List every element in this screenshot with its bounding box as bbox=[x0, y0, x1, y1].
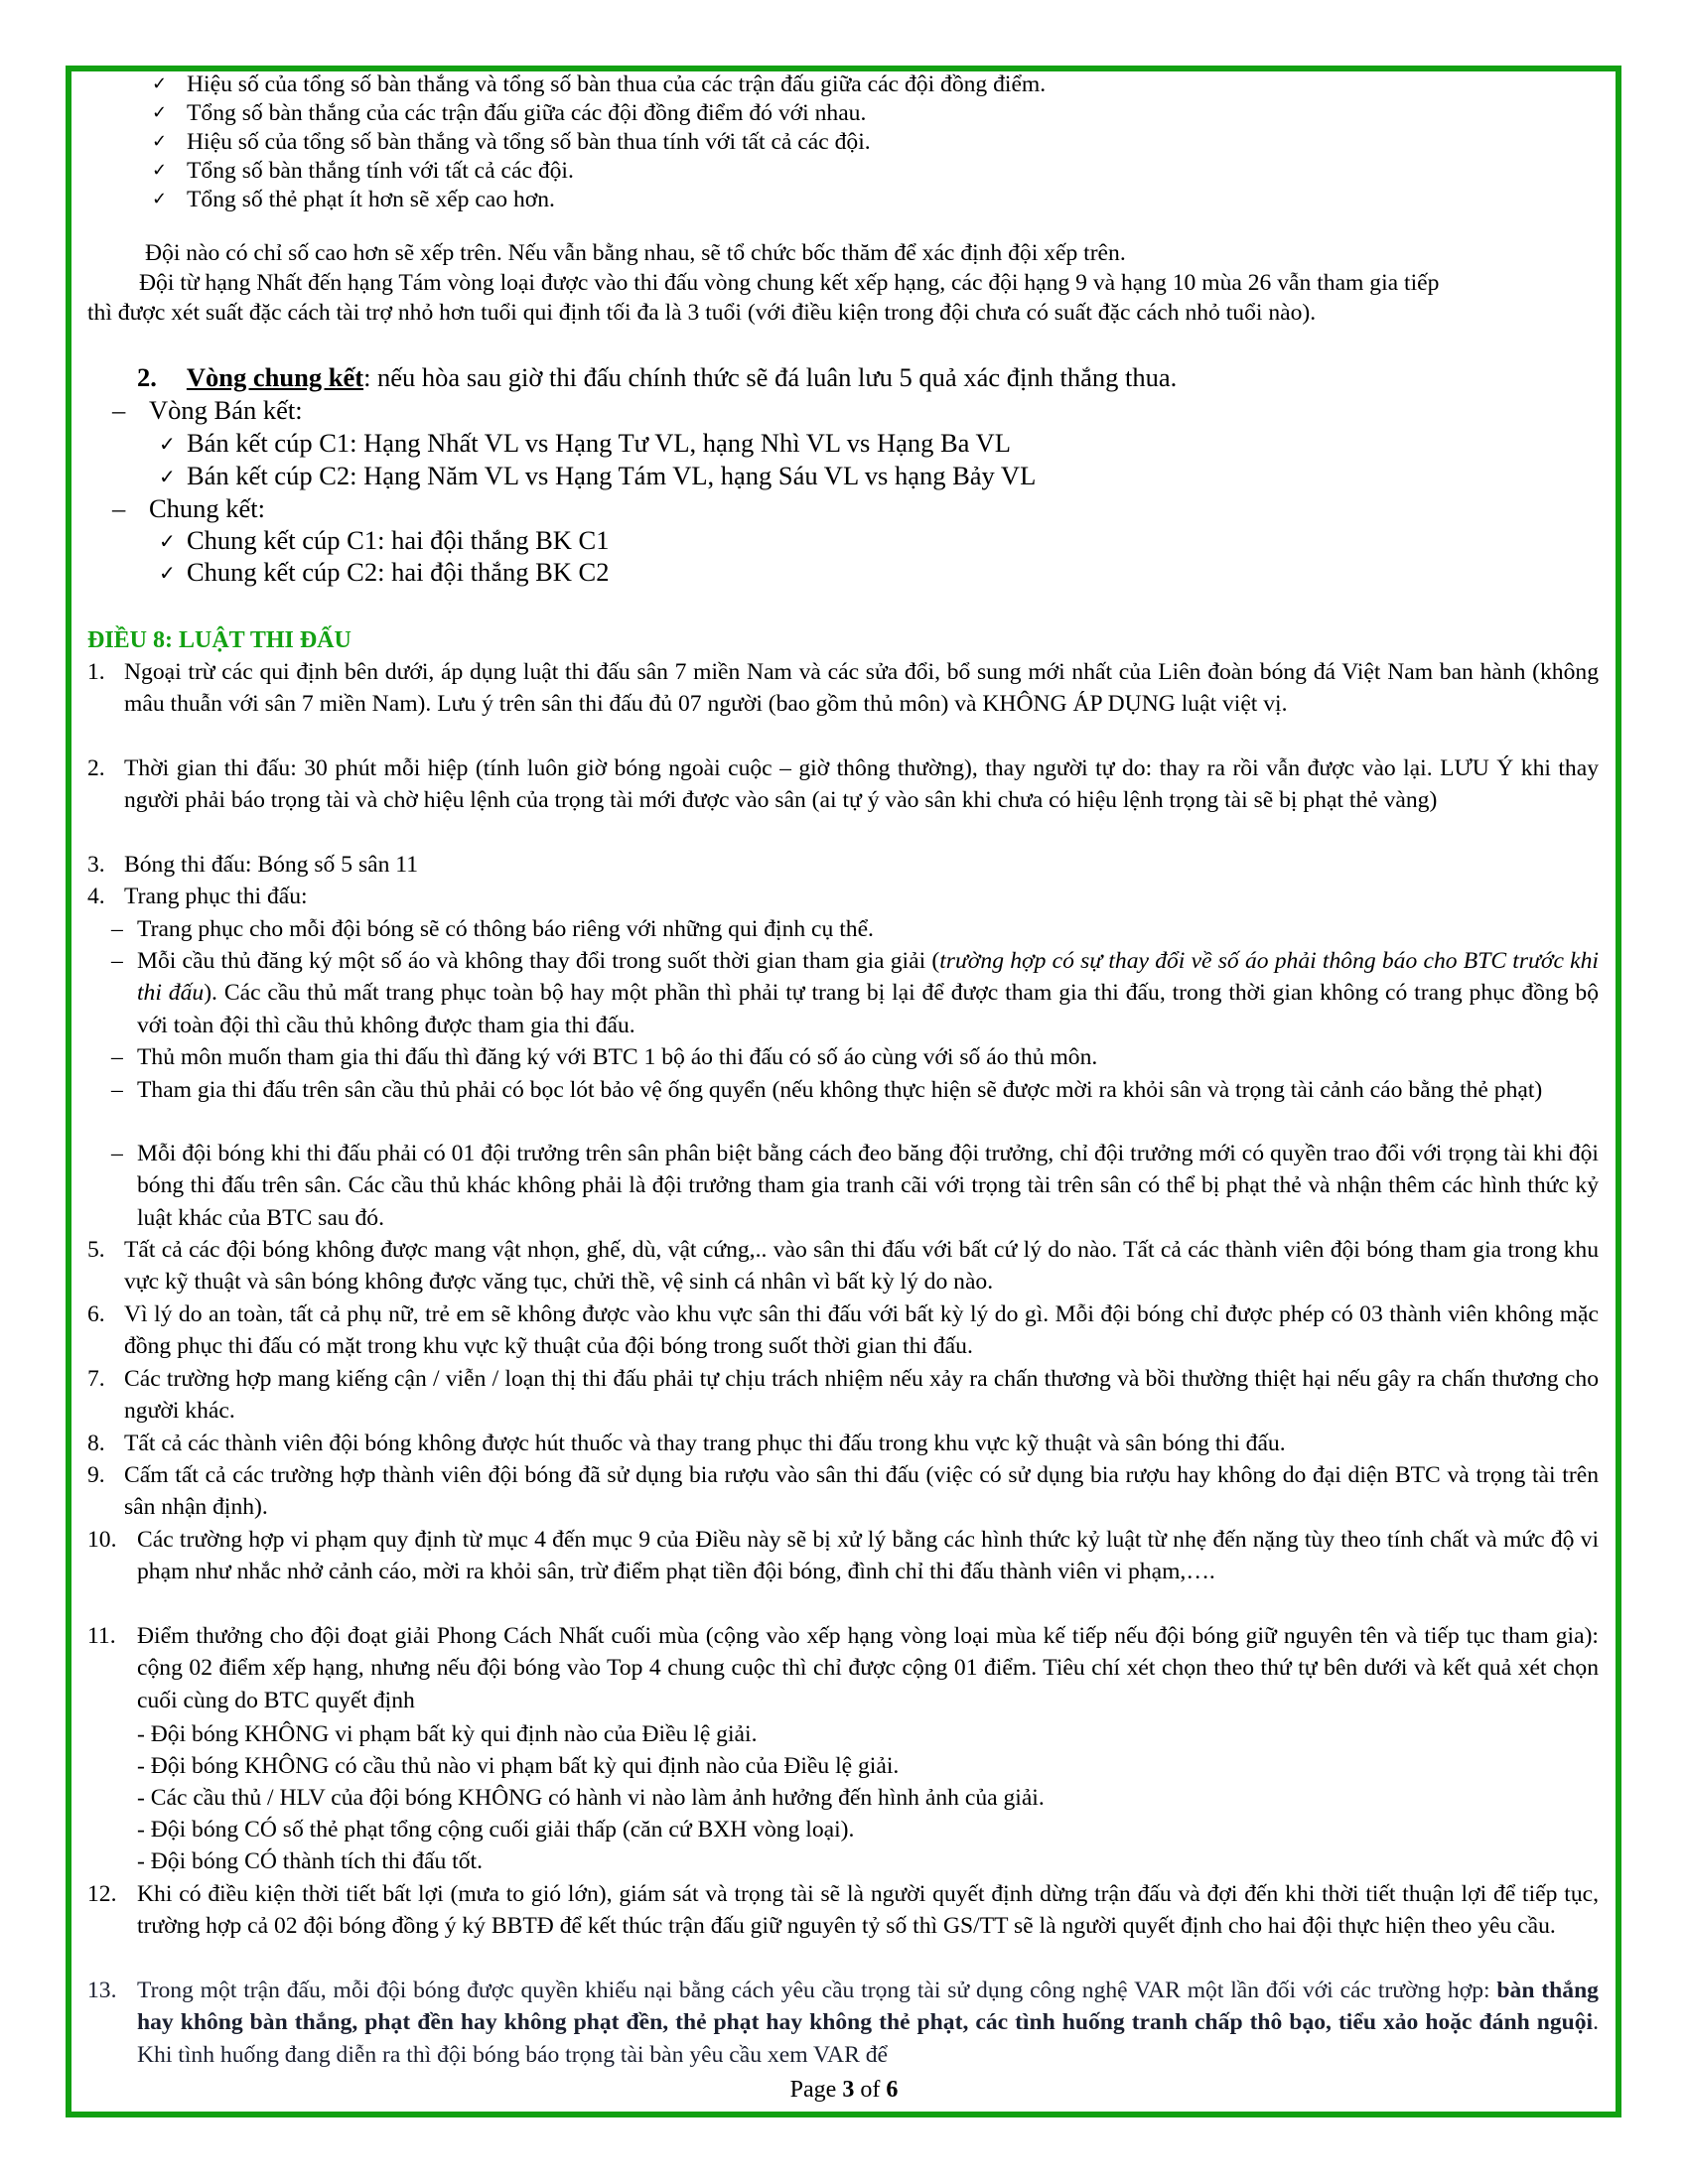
check-icon: ✓ bbox=[159, 529, 176, 553]
tiebreak-item: Tổng số bàn thắng của các trận đấu giữa các đội đồng điểm đó với nhau. bbox=[187, 100, 867, 126]
article-8-heading: ĐIỀU 8: LUẬT THI ĐẤU bbox=[87, 627, 352, 653]
page-of-label: of bbox=[860, 2077, 881, 2103]
dash-marker: – bbox=[111, 1044, 123, 1070]
rule-3: Bóng thi đấu: Bóng số 5 sân 11 bbox=[124, 852, 419, 878]
final-round-title: Vòng chung kết bbox=[186, 362, 364, 392]
rule-13 bbox=[137, 1975, 1599, 2071]
check-icon: ✓ bbox=[152, 189, 168, 209]
rule-10: Các trường hợp vi phạm quy định từ mục 4 đến mục 9 của Điều này sẽ bị xử lý bằng các hình thức kỷ luật từ nhẹ đến nặng tùy theo tính chất và mức độ vi phạm như nhắc nhở cảnh cáo, mời ra khỏi sân, trừ điểm phạt tiền đội bóng, đình chỉ thi đấu thành viên vi phạm,…. bbox=[137, 1527, 1599, 1585]
rule-8: Tất cả các thành viên đội bóng không được hút thuốc và thay trang phục thi đấu trong khu vực kỹ thuật và sân bóng thi đấu. bbox=[124, 1431, 1286, 1456]
final-round-heading bbox=[137, 362, 1177, 392]
semifinal-item: Bán kết cúp C1: Hạng Nhất VL vs Hạng Tư VL, hạng Nhì VL vs Hạng Ba VL bbox=[187, 428, 1011, 458]
final-round-number: 2. bbox=[137, 362, 157, 392]
uniform-item-text: Mỗi cầu thủ đăng ký một số áo và không thay đổi trong suốt thời gian tham gia giải ( bbox=[137, 948, 940, 974]
uniform-item: Thủ môn muốn tham gia thi đấu thì đăng ký với BTC 1 bộ áo thi đấu có số áo cùng với số áo thủ môn. bbox=[137, 1044, 1098, 1070]
style-award-criterion: - Đội bóng KHÔNG vi phạm bất kỳ qui định nào của Điều lệ giải. bbox=[137, 1721, 758, 1747]
style-award-criterion: - Đội bóng CÓ thành tích thi đấu tốt. bbox=[137, 1848, 483, 1874]
uniform-item: Mỗi đội bóng khi thi đấu phải có 01 đội trưởng trên sân phân biệt bằng cách đeo băng đội trưởng, chỉ đội trưởng mới có quyền trao đổi với trọng tài khi đội bóng thi đấu trên sân. Các cầu thủ khác không phải là đội trưởng tham gia tranh cãi với trọng tài trên sân có thể bị phạt thẻ và nhận thêm các hình thức kỷ luật khác của BTC sau đó. bbox=[137, 1141, 1599, 1231]
dash-marker: – bbox=[112, 493, 126, 523]
check-icon: ✓ bbox=[152, 102, 168, 123]
rule-13-text: Trong một trận đấu, mỗi đội bóng được quyền khiếu nại bằng cách yêu cầu trọng tài sử dụng công nghệ VAR một lần đối với các trường hợp: bbox=[137, 1978, 1497, 2003]
rule-13-text: . Khi tình huống đang diễn ra thì đội bóng báo trọng tài bàn yêu cầu xem VAR để bbox=[137, 2009, 1599, 2068]
rule-number: 7. bbox=[87, 1366, 105, 1392]
rule-number: 6. bbox=[87, 1301, 105, 1327]
paragraph-qualification: Đội từ hạng Nhất đến hạng Tám vòng loại được vào thi đấu vòng chung kết xếp hạng, các đội hạng 9 và hạng 10 mùa 26 vẫn tham gia tiếp bbox=[139, 270, 1440, 296]
uniform-item bbox=[137, 945, 1599, 1041]
uniform-item: Tham gia thi đấu trên sân cầu thủ phải có bọc lót bảo vệ ống quyển (nếu không thực hiện sẽ được mời ra khỏi sân và trọng tài cảnh cáo bằng thẻ phạt) bbox=[137, 1077, 1543, 1103]
page-footer bbox=[0, 2075, 1688, 2105]
rule-13-var-cases: bàn thắng hay không bàn thắng, phạt đền hay không phạt đền, thẻ phạt hay không thẻ phạt, các tình huống tranh chấp thô bạo, tiểu xảo hoặc đánh nguội bbox=[137, 1978, 1599, 2036]
dash-marker: – bbox=[111, 916, 123, 942]
final-round-description: : nếu hòa sau giờ thi đấu chính thức sẽ đá luân lưu 5 quả xác định thắng thua. bbox=[363, 362, 1178, 392]
dash-marker: – bbox=[112, 395, 126, 425]
rule-number: 5. bbox=[87, 1237, 105, 1263]
final-item: Chung kết cúp C1: hai đội thắng BK C1 bbox=[187, 525, 610, 555]
tiebreak-item: Hiệu số của tổng số bàn thắng và tổng số bàn thua của các trận đấu giữa các đội đồng điểm. bbox=[187, 71, 1047, 97]
dash-marker: – bbox=[111, 1077, 123, 1103]
uniform-item: Trang phục cho mỗi đội bóng sẽ có thông báo riêng với những qui định cụ thể. bbox=[137, 916, 874, 942]
uniform-item-text: ). Các cầu thủ mất trang phục toàn bộ hay một phần thì phải tự trang bị lại để được tham gia thi đấu, trong thời gian không có trang phục đồng bộ với toàn đội thì cầu thủ không được tham gia thi đấu. bbox=[137, 980, 1599, 1038]
style-award-criterion: - Các cầu thủ / HLV của đội bóng KHÔNG có hành vi nào làm ảnh hưởng đến hình ảnh của giải. bbox=[137, 1785, 1045, 1811]
style-award-criterion: - Đội bóng KHÔNG có cầu thủ nào vi phạm bất kỳ qui định nào của Điều lệ giải. bbox=[137, 1753, 900, 1779]
rule-number: 4. bbox=[87, 884, 105, 909]
rule-number: 12. bbox=[87, 1881, 117, 1907]
final-item: Chung kết cúp C2: hai đội thắng BK C2 bbox=[187, 557, 610, 587]
rule-1: Ngoại trừ các qui định bên dưới, áp dụng luật thi đấu sân 7 miền Nam và các sửa đổi, bổ sung mới nhất của Liên đoàn bóng đá Việt Nam ban hành (không mâu thuẫn với sân 7 miền Nam). Lưu ý trên sân thi đấu đủ 07 người (bao gồm thủ môn) và KHÔNG ÁP DỤNG luật việt vị. bbox=[124, 659, 1599, 718]
tiebreak-item: Hiệu số của tổng số bàn thắng và tổng số bàn thua tính với tất cả các đội. bbox=[187, 129, 871, 155]
rule-5: Tất cả các đội bóng không được mang vật nhọn, ghế, dù, vật cứng,.. vào sân thi đấu với bất cứ lý do nào. Tất cả các thành viên đội bóng tham gia trong khu vực kỹ thuật và sân bóng không được văng tục, chửi thề, vệ sinh cá nhân vì bất kỳ lý do nào. bbox=[124, 1237, 1599, 1296]
final-label: Chung kết: bbox=[149, 493, 266, 523]
paragraph-tiebreak-draw: Đội nào có chỉ số cao hơn sẽ xếp trên. Nếu vẫn bằng nhau, sẽ tổ chức bốc thăm để xác định đội xếp trên. bbox=[145, 240, 1126, 266]
check-icon: ✓ bbox=[159, 561, 176, 585]
uniform-item-italic-note: trường hợp có sự thay đổi về số áo phải thông báo cho BTC trước khi thi đấu bbox=[137, 948, 1599, 1007]
rule-12: Khi có điều kiện thời tiết bất lợi (mưa to gió lớn), giám sát và trọng tài sẽ là người quyết định dừng trận đấu và đợi đến khi thời tiết thuận lợi để tiếp tục, trường hợp cả 02 đội bóng đồng ý ký BBTĐ để kết thúc trận đấu giữ nguyên tỷ số thì GS/TT sẽ là người quyết định cho hai đội thực hiện theo yêu cầu. bbox=[137, 1881, 1599, 1940]
tiebreak-item: Tổng số thẻ phạt ít hơn sẽ xếp cao hơn. bbox=[187, 187, 555, 212]
rule-2: Thời gian thi đấu: 30 phút mỗi hiệp (tính luôn giờ bóng ngoài cuộc – giờ thông thường), thay người tự do: thay ra rồi vẫn được vào lại. LƯU Ý khi thay người phải báo trọng tài và chờ hiệu lệnh của trọng tài mới được vào sân (ai tự ý vào sân khi chưa có hiệu lệnh trọng tài sẽ bị phạt thẻ vàng) bbox=[124, 755, 1599, 814]
check-icon: ✓ bbox=[152, 73, 168, 94]
rule-number: 9. bbox=[87, 1462, 105, 1488]
current-page-number: 3 bbox=[842, 2077, 855, 2103]
rule-number: 8. bbox=[87, 1431, 105, 1456]
dash-marker: – bbox=[111, 1141, 123, 1166]
rule-number: 1. bbox=[87, 659, 105, 685]
rule-11: Điểm thưởng cho đội đoạt giải Phong Cách Nhất cuối mùa (cộng vào xếp hạng vòng loại mùa kế tiếp nếu đội bóng giữ nguyên tên và tiếp tục tham gia): cộng 02 điểm xếp hạng, nhưng nếu đội bóng vào Top 4 chung cuộc thì chỉ được cộng 01 điểm. Tiêu chí xét chọn theo thứ tự bên dưới và kết quả xét chọn cuối cùng do BTC quyết định bbox=[137, 1623, 1599, 1713]
page-label: Page bbox=[789, 2077, 837, 2103]
rule-number: 3. bbox=[87, 852, 105, 878]
check-icon: ✓ bbox=[152, 160, 168, 181]
total-pages-number: 6 bbox=[886, 2077, 899, 2103]
rule-number: 10. bbox=[87, 1527, 117, 1553]
rule-7: Các trường hợp mang kiếng cận / viễn / loạn thị thi đấu phải tự chịu trách nhiệm nếu xảy ra chấn thương và bồi thường thiệt hại nếu gây ra chấn thương cho người khác. bbox=[124, 1366, 1599, 1425]
rule-number: 13. bbox=[87, 1978, 117, 2003]
check-icon: ✓ bbox=[159, 465, 176, 488]
semifinal-label: Vòng Bán kết: bbox=[149, 395, 303, 425]
paragraph-qualification-cont: thì được xét suất đặc cách tài trợ nhỏ hơn tuổi qui định tối đa là 3 tuổi (với điều kiện trong đội chưa có suất đặc cách nhỏ tuổi nào). bbox=[87, 300, 1317, 326]
tiebreak-item: Tổng số bàn thắng tính với tất cả các đội. bbox=[187, 158, 574, 184]
rule-4: Trang phục thi đấu: bbox=[124, 884, 308, 909]
style-award-criterion: - Đội bóng CÓ số thẻ phạt tổng cộng cuối giải thấp (căn cứ BXH vòng loại). bbox=[137, 1817, 855, 1843]
check-icon: ✓ bbox=[152, 131, 168, 152]
rule-number: 11. bbox=[87, 1623, 116, 1649]
rule-6: Vì lý do an toàn, tất cả phụ nữ, trẻ em sẽ không được vào khu vực sân thi đấu với bất kỳ lý do gì. Mỗi đội bóng chỉ được phép có 03 thành viên không mặc đồng phục thi đấu có mặt trong khu vực kỹ thuật của đội bóng trong suốt thời gian thi đấu. bbox=[124, 1301, 1599, 1360]
semifinal-item: Bán kết cúp C2: Hạng Năm VL vs Hạng Tám VL, hạng Sáu VL vs hạng Bảy VL bbox=[187, 461, 1037, 490]
rule-number: 2. bbox=[87, 755, 105, 781]
dash-marker: – bbox=[111, 948, 123, 974]
check-icon: ✓ bbox=[159, 432, 176, 456]
rule-9: Cấm tất cả các trường hợp thành viên đội bóng đã sử dụng bia rượu vào sân thi đấu (việc có sử dụng bia rượu hay không do đại diện BTC và trọng tài trên sân nhận định). bbox=[124, 1462, 1599, 1521]
